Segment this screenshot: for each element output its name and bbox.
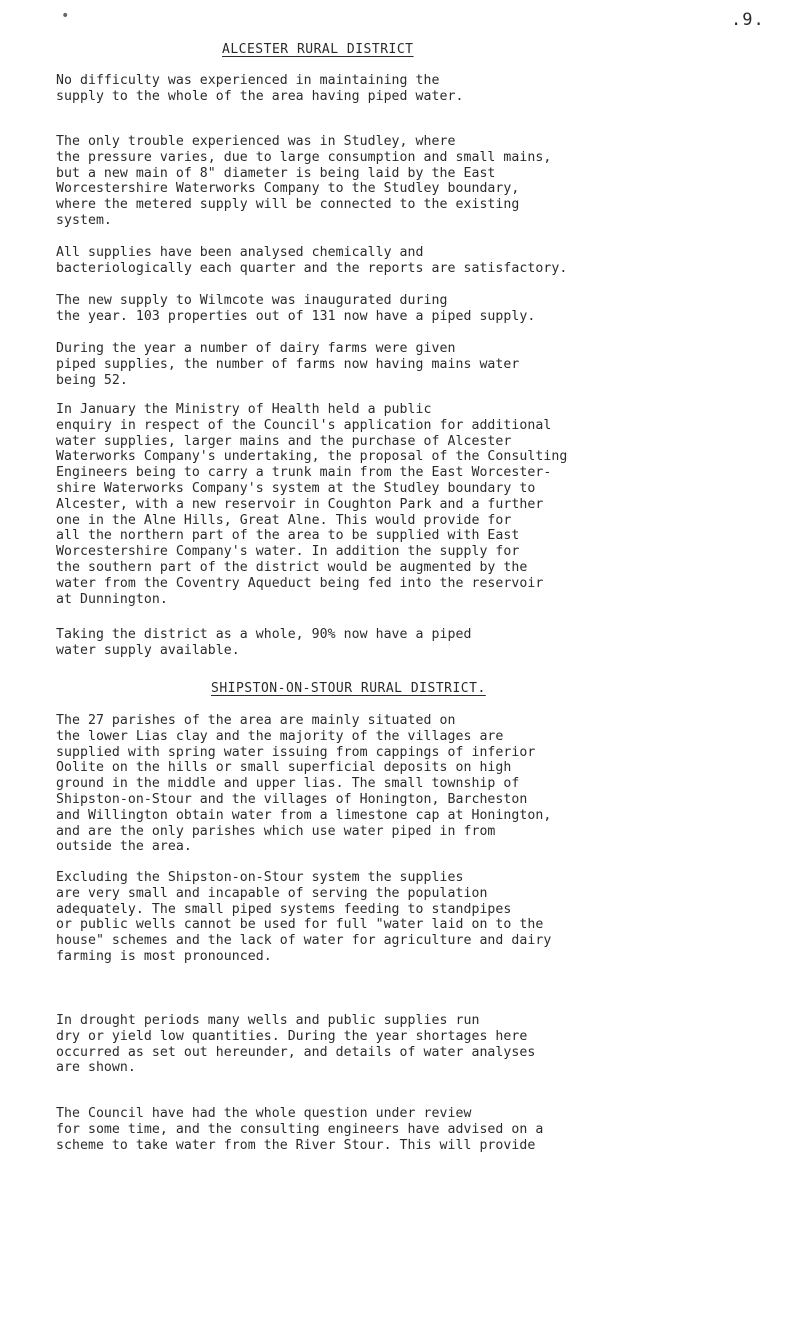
alcester-para-4: The new supply to Wilmcote was inaugurated during the year. 103 properties out of 131 now have a piped supply. [56, 293, 536, 324]
alcester-para-2: The only trouble experienced was in Studley, where the pressure varies, due to large consumption and small mains, but a new main of 8" diameter is being laid by the East Worcestershire Waterworks Company to the Studley boundary, where the metered supply will be connected to the existing system. [56, 134, 552, 228]
alcester-para-3: All supplies have been analysed chemically and bacteriologically each quarter and the reports are satisfactory. [56, 245, 568, 276]
shipston-para-2: Excluding the Shipston-on-Stour system the supplies are very small and incapable of serving the population adequately. The small piped systems feeding to standpipes or public wells cannot be used for full "water laid on to the house" schemes and the lack of water for agriculture and dairy farming is most pronounced. [56, 870, 552, 964]
margin-mark: • [61, 8, 70, 24]
alcester-para-1: No difficulty was experienced in maintaining the supply to the whole of the area having piped water. [56, 73, 464, 104]
section-heading-alcester: ALCESTER RURAL DISTRICT [222, 42, 414, 57]
page-number: .9. [731, 10, 765, 30]
section-heading-shipston: SHIPSTON-ON-STOUR RURAL DISTRICT. [211, 681, 486, 696]
shipston-para-3: In drought periods many wells and public supplies run dry or yield low quantities. During the year shortages here occurred as set out hereunder, and details of water analyses are shown. [56, 1013, 536, 1076]
alcester-para-7: Taking the district as a whole, 90% now have a piped water supply available. [56, 627, 472, 658]
shipston-para-4: The Council have had the whole question under review for some time, and the consulting engineers have advised on a scheme to take water from the River Stour. This will provide [56, 1106, 544, 1153]
alcester-para-6: In January the Ministry of Health held a public enquiry in respect of the Council's application for additional water supplies, larger mains and the purchase of Alcester Waterworks Company's undertaking, the proposal of the Consulting Engineers being to carry a trunk main from the East Worcester- shire Waterworks Company's system at the Studley boundary to Alcester, with a new reservoir in Coughton Park and a further one in the Alne Hills, Great Alne. This would provide for all the northern part of the area to be supplied with East Worcestershire Company's water. In addition the supply for the southern part of the district would be augmented by the water from the Coventry Aqueduct being fed into the reservoir at Dunnington. [56, 402, 568, 607]
alcester-para-5: During the year a number of dairy farms were given piped supplies, the number of farms now having mains water being 52. [56, 341, 520, 388]
shipston-para-1: The 27 parishes of the area are mainly situated on the lower Lias clay and the majority of the villages are supplied with spring water issuing from cappings of inferior Oolite on the hills or small superficial deposits on high ground in the middle and upper lias. The small township of Shipston-on-Stour and the villages of Honington, Barcheston and Willington obtain water from a limestone cap at Honington, and are the only parishes which use water piped in from outside the area. [56, 713, 552, 855]
